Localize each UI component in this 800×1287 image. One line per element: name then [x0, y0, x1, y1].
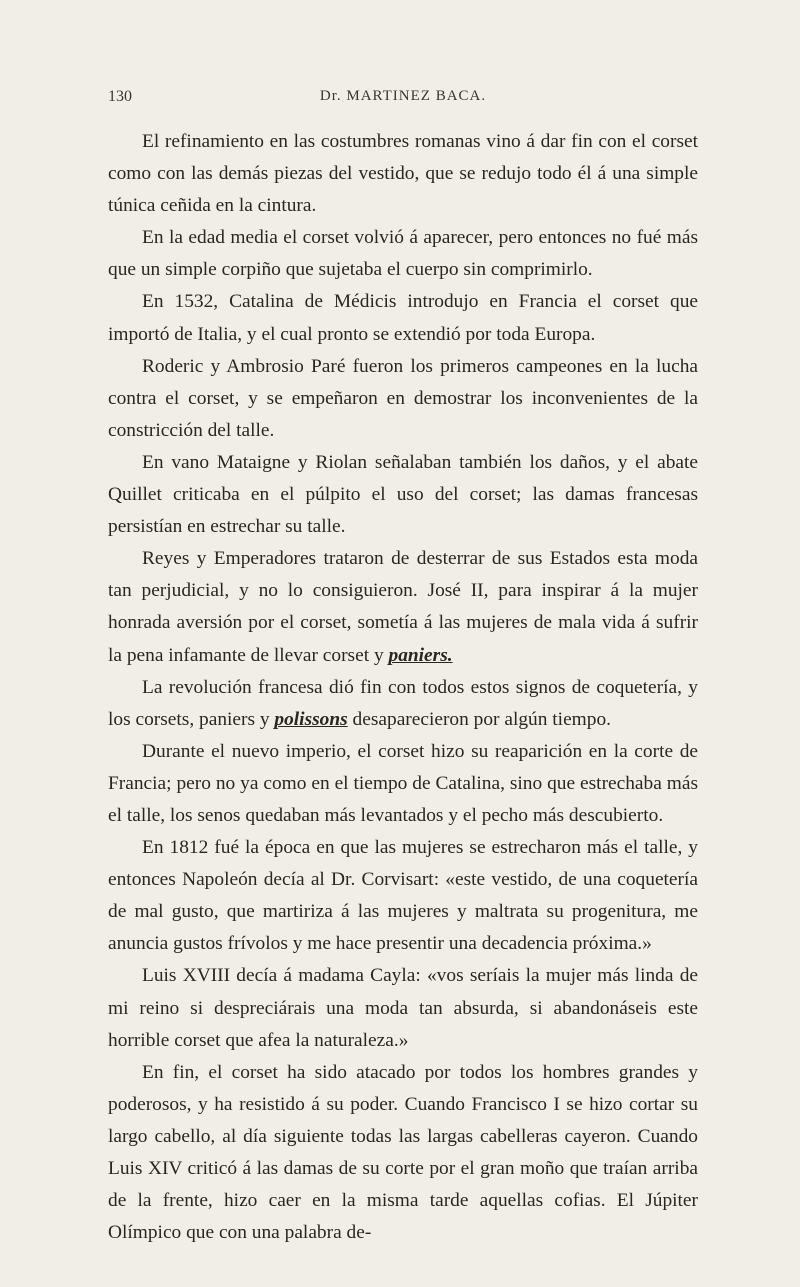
paragraph: En 1812 fué la época en que las mujeres se estrecharon más el talle, y entonces Napoleón decía al Dr. Corvisart: «este vestido, de una coquetería de mal gusto, que martiriza á las mujeres y maltrata su progenitura, me anuncia gustos frívolos y me hace presentir una decadencia próxima.»: [108, 837, 698, 955]
paragraph: El refinamiento en las costumbres romanas vino á dar fin con el corset como con las demás piezas del vestido, que se redujo todo él á una simple túnica ceñida en la cintura.: [108, 131, 698, 217]
body-text: [108, 126, 698, 1249]
paragraph-text: desaparecieron por algún tiempo.: [347, 708, 611, 730]
paragraph: En vano Mataigne y Riolan señalaban también los daños, y el abate Quillet criticaba en el púlpito el uso del corset; las damas francesas persistían en estrechar su talle.: [108, 451, 698, 538]
paragraph: En la edad media el corset volvió á aparecer, pero entonces no fué más que un simple corpiño que sujetaba el cuerpo sin comprimirlo.: [108, 227, 698, 281]
paragraph: Luis XVIII decía á madama Cayla: «vos seríais la mujer más linda de mi reino si despreciárais una moda tan absurda, si abandonáseis este horrible corset que afea la naturaleza.»: [108, 965, 698, 1051]
page-header: [108, 88, 698, 112]
paragraph: Durante el nuevo imperio, el corset hizo su reaparición en la corte de Francia; pero no ya como en el tiempo de Catalina, sino que estrechaba más el talle, los senos quedaban más levantados y el pecho más descubierto.: [108, 740, 698, 826]
paragraph: En 1532, Catalina de Médicis introdujo en Francia el corset que importó de Italia, y el cual pronto se extendió por toda Europa.: [108, 291, 698, 345]
italic-term: paniers.: [388, 644, 453, 666]
paragraph-text: Reyes y Emperadores trataron de desterrar de sus Estados esta moda tan perjudicial, y no lo consiguieron. José II, para inspirar á la mujer honrada aversión por el corset, sometía á las mujeres de mala vida á sufrir la pena infamante de llevar corset y: [108, 548, 698, 666]
paragraph: Roderic y Ambrosio Paré fueron los primeros campeones en la lucha contra el corset, y se empeñaron en demostrar los inconvenientes de la constricción del talle.: [108, 355, 698, 441]
paragraph: En fin, el corset ha sido atacado por todos los hombres grandes y poderosos, y ha resistido á su poder. Cuando Francisco I se hizo cortar su largo cabello, al día siguiente todas las largas cabelleras cayeron. Cuando Luis XIV criticó á las damas de su corte por el gran moño que traían arriba de la frente, hizo caer en la misma tarde aquellas cofias. El Júpiter Olímpico que con una palabra de-: [108, 1061, 698, 1244]
running-head: Dr. MARTINEZ BACA.: [319, 88, 487, 104]
page-number: 130: [108, 88, 132, 105]
italic-term: polissons: [274, 708, 348, 730]
paragraph: [108, 672, 698, 736]
paragraph: [108, 543, 698, 671]
paragraph-text: La revolución francesa dió fin con todos estos signos de coquetería, y los corsets, paniers y: [108, 676, 698, 730]
